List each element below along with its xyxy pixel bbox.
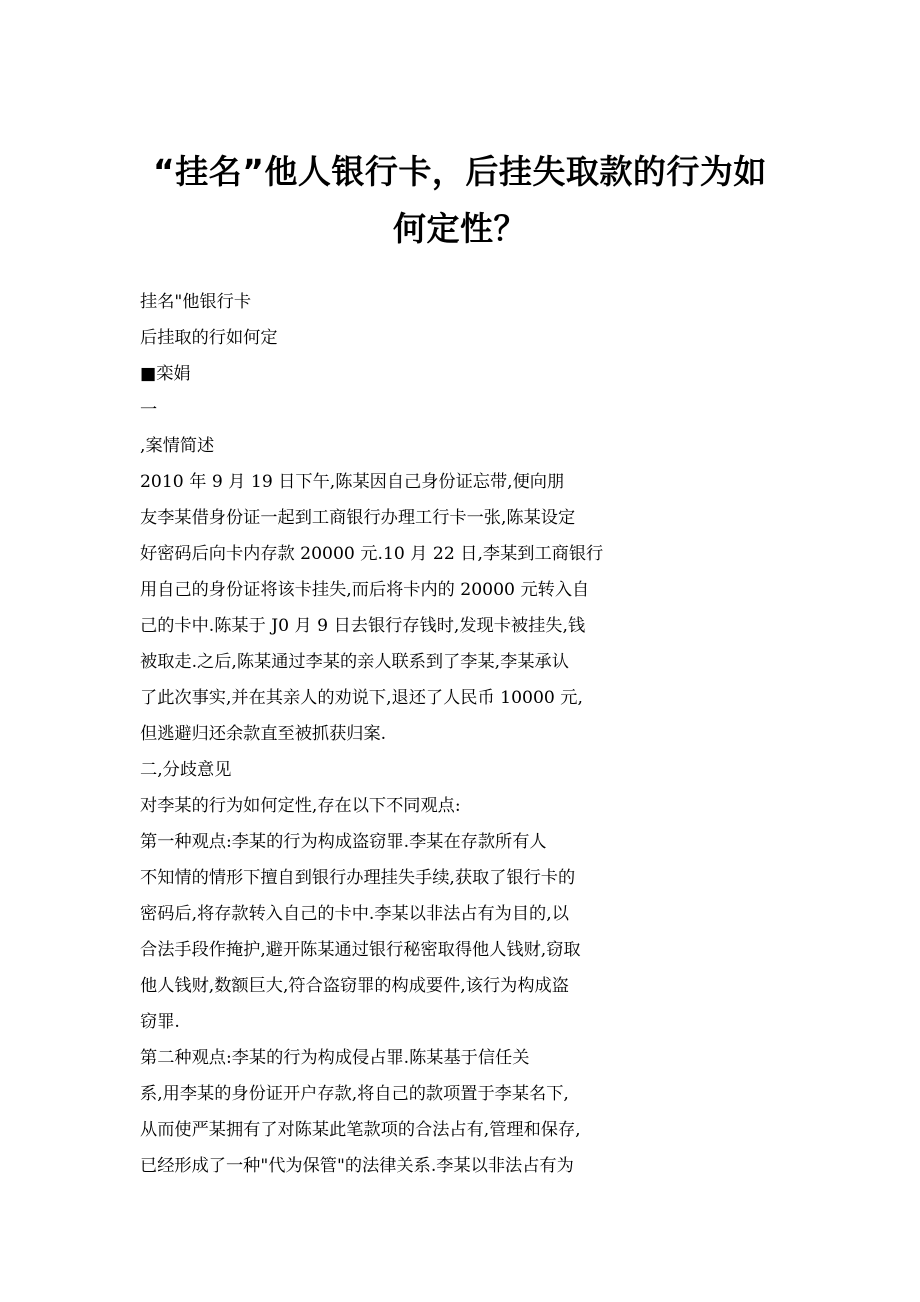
section-heading: 二,分歧意见	[140, 760, 232, 780]
document-body	[140, 284, 820, 1184]
body-line: 己的卡中.陈某于 J0 月 9 日去银行存钱时,发现卡被挂失,钱	[140, 616, 586, 636]
body-line: 后挂取的行如何定	[140, 328, 278, 348]
title-line-2: 何定性？	[393, 209, 527, 248]
body-line: 被取走.之后,陈某通过李某的亲人联系到了李某,李某承认	[140, 652, 569, 672]
body-line: 从而使严某拥有了对陈某此笔款项的合法占有,管理和保存,	[140, 1120, 581, 1140]
body-line: 2010 年 9 月 19 日下午,陈某因自己身份证忘带,便向朋	[140, 472, 565, 492]
body-line: 了此次事实,并在其亲人的劝说下,退还了人民币 10000 元,	[140, 688, 583, 708]
body-line: 他人钱财,数额巨大,符合盗窃罪的构成要件,该行为构成盗	[140, 976, 569, 996]
section-number: 一	[140, 400, 158, 420]
body-line: 合法手段作掩护,避开陈某通过银行秘密取得他人钱财,窃取	[140, 940, 581, 960]
body-line: 好密码后向卡内存款 20000 元.10 月 22 日,李某到工商银行	[140, 544, 604, 564]
document-title	[100, 143, 820, 257]
body-line: 窃罪.	[140, 1012, 180, 1032]
section-heading: ,案情简述	[140, 436, 215, 456]
body-line: 系,用李某的身份证开户存款,将自己的款项置于李某名下,	[140, 1084, 569, 1104]
body-line: 挂名"他银行卡	[140, 292, 252, 312]
author-line: ■栾娟	[140, 364, 191, 384]
body-line: 友李某借身份证一起到工商银行办理工行卡一张,陈某设定	[140, 508, 576, 528]
body-line: 但逃避归还余款直至被抓获归案.	[140, 724, 387, 744]
body-line: 用自己的身份证将该卡挂失,而后将卡内的 20000 元转入自	[140, 580, 590, 600]
title-line-1: “挂名”他人银行卡，后挂失取款的行为如	[153, 152, 767, 191]
body-line: 已经形成了一种"代为保管"的法律关系.李某以非法占有为	[140, 1156, 574, 1176]
body-line: 第二种观点:李某的行为构成侵占罪.陈某基于信任关	[140, 1048, 530, 1068]
body-line: 不知情的情形下擅自到银行办理挂失手续,获取了银行卡的	[140, 868, 576, 888]
body-line: 密码后,将存款转入自己的卡中.李某以非法占有为目的,以	[140, 904, 569, 924]
body-line: 第一种观点:李某的行为构成盗窃罪.李某在存款所有人	[140, 832, 547, 852]
body-line: 对李某的行为如何定性,存在以下不同观点:	[140, 796, 461, 816]
